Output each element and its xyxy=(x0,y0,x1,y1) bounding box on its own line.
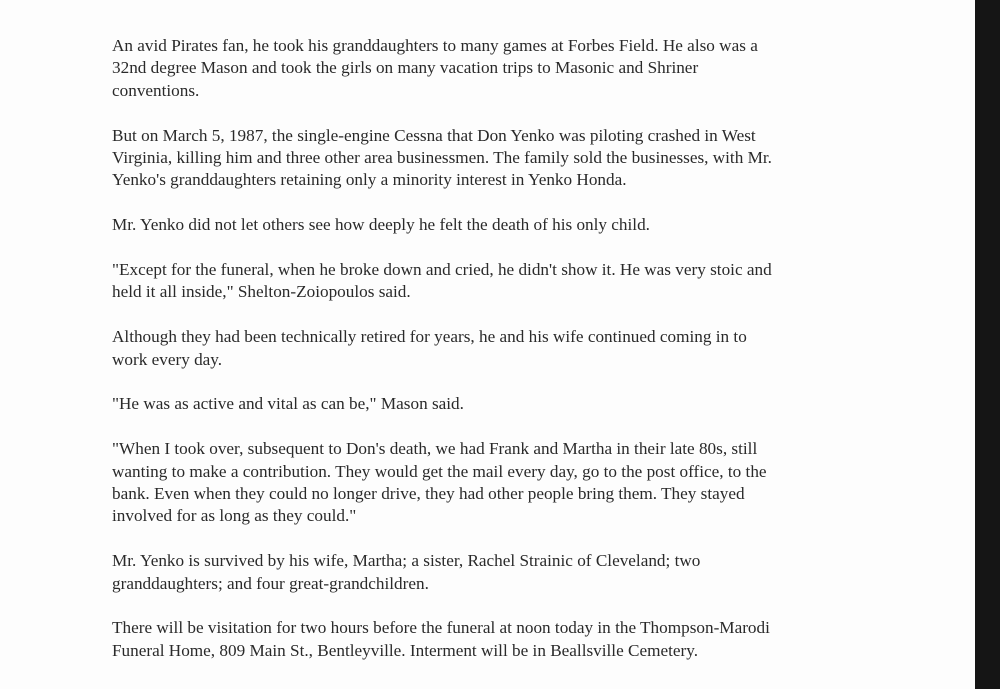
scan-edge-border xyxy=(975,0,1000,689)
paragraph-survived-by: Mr. Yenko is survived by his wife, Martha; a sister, Rachel Strainic of Cleveland; two granddaughters; and four great-grandchildren. xyxy=(112,551,701,593)
paragraph-visitation: There will be visitation for two hours before the funeral at noon today in the Thompson-Marodi Funeral Home, 809 Main St., Bentleyville. Interment will be in Beallsville Cemetery. xyxy=(112,618,770,660)
paragraph-active-quote: "He was as active and vital as can be," Mason said. xyxy=(112,394,464,414)
paragraph-death-of-child: Mr. Yenko did not let others see how deeply he felt the death of his only child. xyxy=(112,215,650,235)
paragraph-pirates-fan: An avid Pirates fan, he took his granddaughters to many games at Forbes Field. He also was a 32nd degree Mason and took the girls on many vacation trips to Masonic and Shriner conventions. xyxy=(112,36,758,100)
paragraph-plane-crash: But on March 5, 1987, the single-engine Cessna that Don Yenko was piloting crashed in West Virginia, killing him and three other area businessmen. The family sold the businesses, with Mr. Yenko's granddaughters retaining only a minority interest in Yenko Honda. xyxy=(112,125,772,190)
article-body xyxy=(112,35,872,685)
paragraph-retired: Although they had been technically retired for years, he and his wife continued coming in to work every day. xyxy=(112,327,747,369)
paragraph-took-over-quote: "When I took over, subsequent to Don's death, we had Frank and Martha in their late 80s, still wanting to make a contribution. They would get the mail every day, go to the post office, to the bank. Even when they could no longer drive, they had other people bring them. They stayed involved for as long as they could." xyxy=(112,439,767,526)
paragraph-funeral-quote: "Except for the funeral, when he broke down and cried, he didn't show it. He was very stoic and held it all inside," Shelton-Zoiopoulos said. xyxy=(112,260,772,302)
